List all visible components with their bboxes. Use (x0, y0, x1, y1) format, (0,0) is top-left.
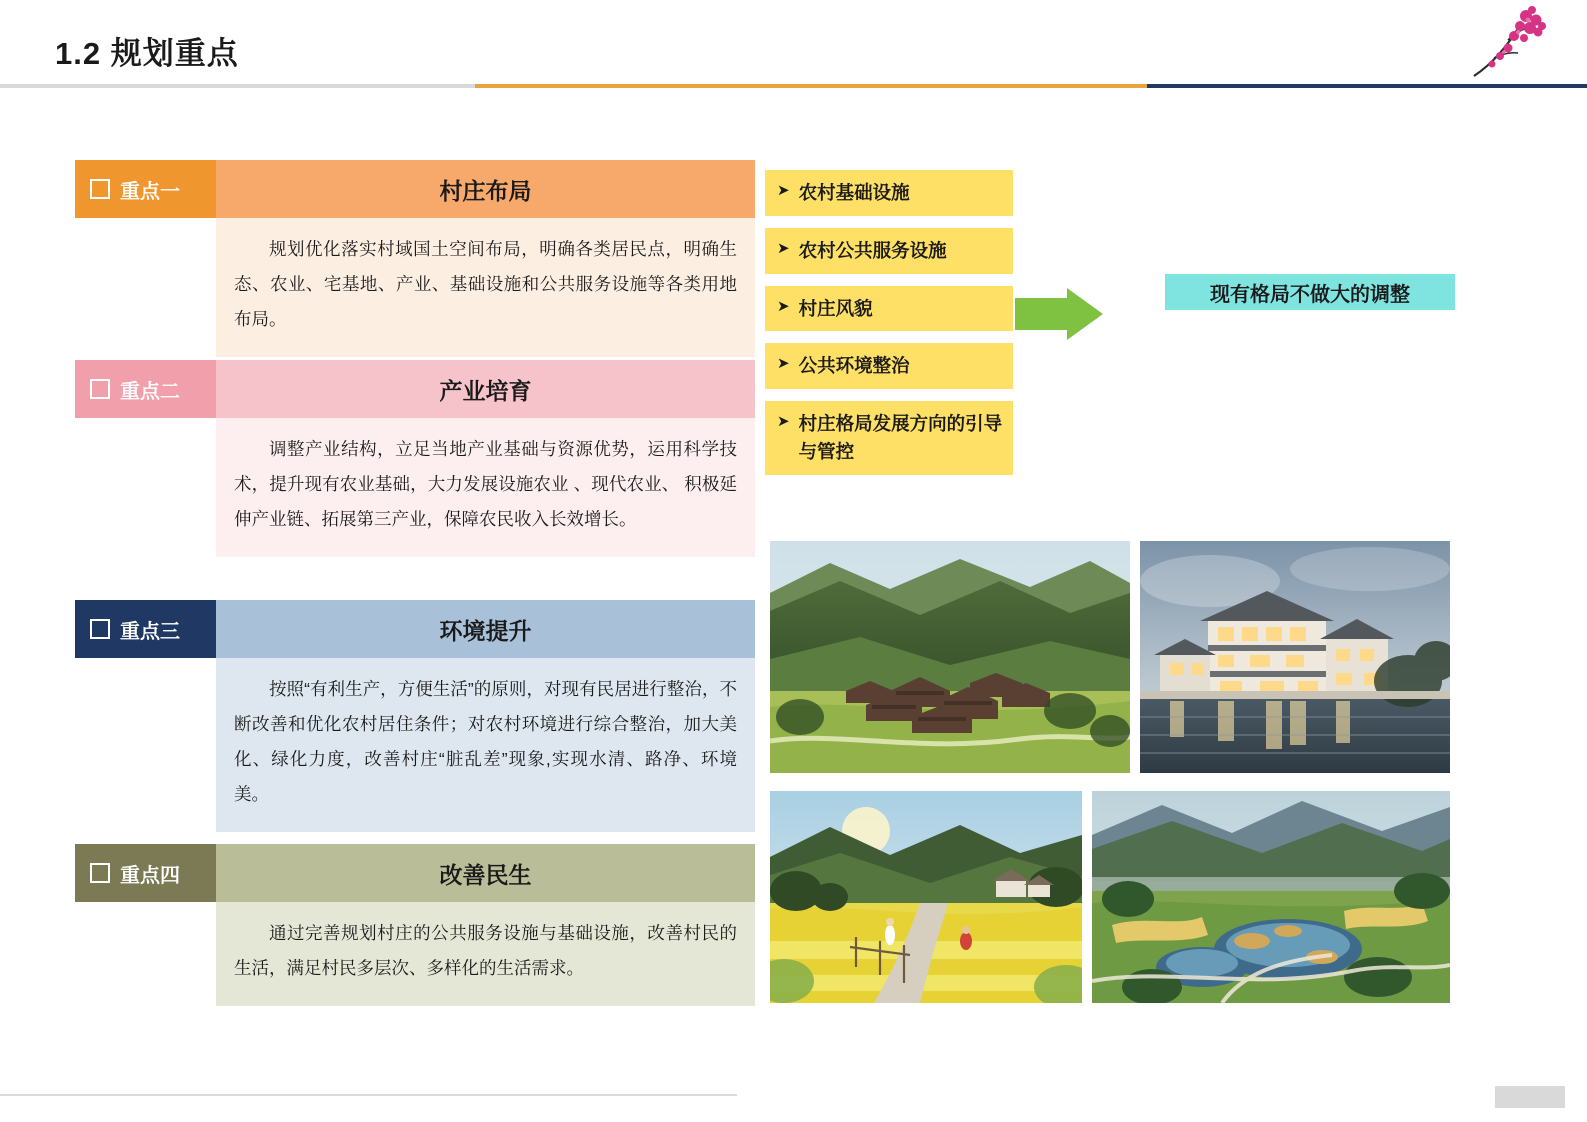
key-point-1-badge (75, 160, 216, 218)
key-point-2-badge-label: 重点二 (120, 380, 180, 403)
arrow-bullet-icon: ➤ (777, 355, 790, 373)
footer-page-marker (1495, 1086, 1565, 1108)
key-point-3-badge (75, 600, 216, 658)
arrow-bullet-icon: ➤ (777, 239, 790, 257)
divider-segment-right (1147, 84, 1587, 88)
key-point-3-text: 按照“有利生产，方便生活”的原则，对现有民居进行整治，不断改善和优化农村居住条件；对农村环境进行综合整治，加大美化、绿化力度，改善村庄“脏乱差”现象,实现水清、路净、环境美。 (216, 658, 755, 832)
key-point-3-heading: 环境提升 (216, 600, 755, 658)
green-right-arrow-icon (1015, 288, 1103, 340)
key-point-3-badge-label: 重点三 (120, 620, 180, 643)
waterfront-house-photo (1140, 541, 1450, 773)
key-point-2-card (216, 360, 755, 557)
conclusion-banner: 现有格局不做大的调整 (1165, 274, 1455, 310)
key-point-2 (75, 360, 755, 588)
checklist-item-4-label: 公共环境整治 (798, 355, 910, 377)
key-point-2-heading: 产业培育 (216, 360, 755, 418)
key-point-1 (75, 160, 755, 348)
footer-divider (0, 1094, 737, 1096)
checklist-item-3-label: 村庄风貌 (798, 297, 873, 319)
square-bullet-icon (90, 863, 110, 883)
title-divider (0, 84, 1587, 88)
key-point-1-card (216, 160, 755, 357)
key-point-4-text: 通过完善规划村庄的公共服务设施与基础设施，改善村民的生活，满足村民多层次、多样化的生活需求。 (216, 902, 755, 1006)
checklist-item-3 (765, 286, 1013, 332)
arrow-bullet-icon: ➤ (777, 182, 790, 199)
arrow-bullet-icon: ➤ (777, 413, 790, 430)
divider-segment-middle (475, 84, 1147, 88)
checklist-item-2 (765, 228, 1013, 274)
square-bullet-icon (90, 379, 110, 399)
square-bullet-icon (90, 619, 110, 639)
key-point-1-heading: 村庄布局 (216, 160, 755, 218)
square-bullet-icon (90, 179, 110, 199)
key-point-4 (75, 844, 755, 1019)
checklist (765, 170, 1013, 487)
key-point-2-text: 调整产业结构，立足当地产业基础与资源优势，运用科学技术，提升现有农业基础，大力发展设施农业 、现代农业、 积极延伸产业链、拓展第三产业，保障农民收入长效增长。 (216, 418, 755, 557)
key-point-4-heading: 改善民生 (216, 844, 755, 902)
key-point-1-text: 规划优化落实村域国土空间布局，明确各类居民点，明确生态、农业、宅基地、产业、基础设施和公共服务设施等各类用地布局。 (216, 218, 755, 357)
divider-segment-left (0, 84, 475, 88)
key-point-4-badge-label: 重点四 (120, 864, 180, 887)
checklist-item-2-label: 农村公共服务设施 (798, 239, 947, 261)
checklist-item-1-label: 农村基础设施 (798, 182, 910, 203)
key-point-1-badge-label: 重点一 (120, 180, 180, 203)
plum-blossom-icon (1464, 6, 1552, 80)
page-title: 1.2 规划重点 (55, 36, 239, 71)
arrow-bullet-icon: ➤ (777, 297, 790, 315)
rapeseed-field-photo (770, 791, 1082, 1003)
checklist-item-1 (765, 170, 1013, 216)
key-points-column (75, 160, 755, 1031)
key-point-3 (75, 600, 755, 832)
key-point-3-card (216, 600, 755, 832)
landscape-park-photo (1092, 791, 1450, 1003)
key-point-4-card (216, 844, 755, 1006)
checklist-item-5-label: 村庄格局发展方向的引导与管控 (798, 413, 1003, 462)
key-point-2-badge (75, 360, 216, 418)
checklist-item-5 (765, 401, 1013, 475)
village-valley-photo (770, 541, 1130, 773)
checklist-item-4 (765, 343, 1013, 389)
key-point-4-badge (75, 844, 216, 902)
